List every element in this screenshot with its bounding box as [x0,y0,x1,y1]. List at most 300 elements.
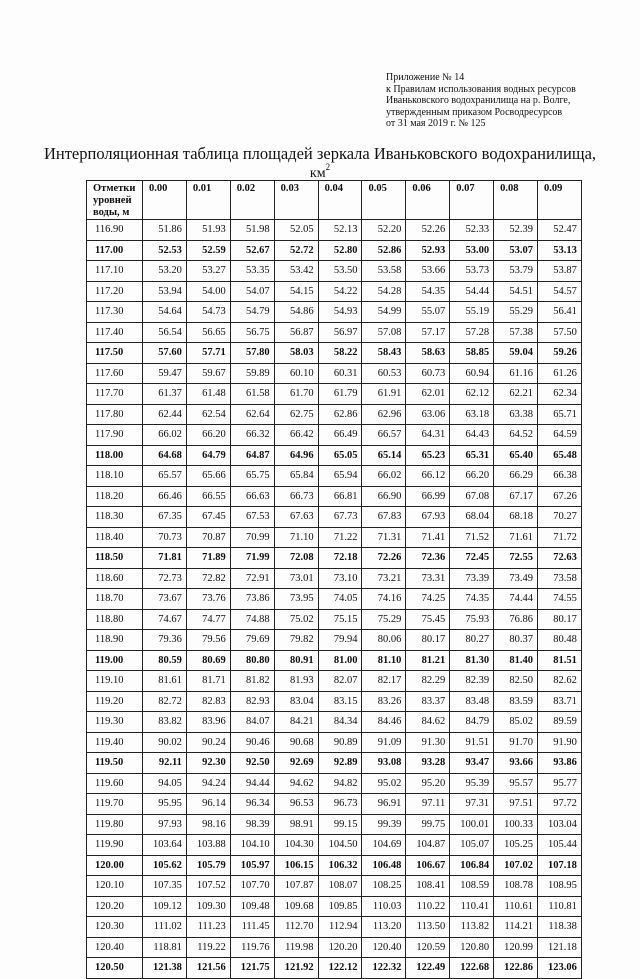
area-cell: 83.37 [406,691,450,712]
area-cell: 66.73 [274,486,318,507]
area-cell: 94.82 [318,773,362,794]
area-cell: 105.97 [230,855,274,876]
area-table [86,180,582,979]
area-cell: 51.86 [143,220,187,241]
area-cell: 67.08 [450,486,494,507]
level-cell: 118.90 [87,630,143,651]
area-cell: 65.48 [538,445,582,466]
area-cell: 64.68 [143,445,187,466]
area-cell: 58.03 [274,343,318,364]
area-cell: 62.44 [143,404,187,425]
area-cell: 54.86 [274,302,318,323]
table-row [87,671,582,692]
area-cell: 110.03 [362,896,406,917]
area-cell: 53.94 [143,281,187,302]
area-cell: 80.48 [538,630,582,651]
area-cell: 66.12 [406,466,450,487]
area-cell: 97.72 [538,794,582,815]
area-cell: 67.73 [318,507,362,528]
area-cell: 66.55 [186,486,230,507]
area-cell: 65.57 [143,466,187,487]
area-cell: 104.30 [274,835,318,856]
area-cell: 99.75 [406,814,450,835]
area-cell: 52.67 [230,240,274,261]
area-cell: 106.84 [450,855,494,876]
header-col: 0.05 [362,181,406,220]
area-cell: 56.41 [538,302,582,323]
area-cell: 59.67 [186,363,230,384]
area-cell: 120.20 [318,937,362,958]
header-col: 0.03 [274,181,318,220]
area-cell: 72.18 [318,548,362,569]
area-cell: 54.44 [450,281,494,302]
level-cell: 118.80 [87,609,143,630]
table-row [87,527,582,548]
area-cell: 63.06 [406,404,450,425]
area-cell: 55.07 [406,302,450,323]
area-cell: 61.37 [143,384,187,405]
area-cell: 96.53 [274,794,318,815]
area-cell: 53.35 [230,261,274,282]
table-row [87,814,582,835]
area-cell: 57.17 [406,322,450,343]
area-cell: 66.46 [143,486,187,507]
area-cell: 64.43 [450,425,494,446]
area-cell: 105.79 [186,855,230,876]
area-cell: 98.91 [274,814,318,835]
area-cell: 83.15 [318,691,362,712]
table-row [87,589,582,610]
table-row [87,240,582,261]
level-cell: 118.00 [87,445,143,466]
area-cell: 73.21 [362,568,406,589]
table-row [87,753,582,774]
area-cell: 58.43 [362,343,406,364]
area-cell: 96.34 [230,794,274,815]
area-cell: 54.00 [186,281,230,302]
level-cell: 119.00 [87,650,143,671]
area-cell: 65.66 [186,466,230,487]
appendix-line: Иваньковского водохранилища на р. Волге, [386,95,571,107]
area-cell: 81.10 [362,650,406,671]
area-cell: 79.56 [186,630,230,651]
area-cell: 122.32 [362,958,406,979]
area-cell: 95.39 [450,773,494,794]
area-cell: 61.48 [186,384,230,405]
area-cell: 122.86 [494,958,538,979]
table-row [87,384,582,405]
area-cell: 108.59 [450,876,494,897]
area-cell: 53.50 [318,261,362,282]
level-cell: 117.60 [87,363,143,384]
header-col: 0.00 [143,181,187,220]
area-cell: 60.53 [362,363,406,384]
area-cell: 95.77 [538,773,582,794]
area-cell: 82.07 [318,671,362,692]
area-cell: 53.73 [450,261,494,282]
area-cell: 53.87 [538,261,582,282]
area-cell: 75.29 [362,609,406,630]
title-unit [0,162,640,182]
area-cell: 123.06 [538,958,582,979]
area-cell: 52.72 [274,240,318,261]
area-cell: 81.82 [230,671,274,692]
area-cell: 110.22 [406,896,450,917]
table-row [87,794,582,815]
header-level-line: уровней [93,195,132,206]
area-cell: 73.86 [230,589,274,610]
table-row [87,650,582,671]
area-cell: 72.91 [230,568,274,589]
area-cell: 71.31 [362,527,406,548]
area-cell: 54.07 [230,281,274,302]
header-col: 0.07 [450,181,494,220]
area-cell: 71.99 [230,548,274,569]
table-row [87,507,582,528]
header-level-line: воды, м [93,207,130,218]
area-cell: 52.13 [318,220,362,241]
table-row [87,568,582,589]
level-cell: 118.40 [87,527,143,548]
area-cell: 103.64 [143,835,187,856]
area-cell: 65.94 [318,466,362,487]
area-cell: 81.93 [274,671,318,692]
level-cell: 117.80 [87,404,143,425]
area-cell: 90.89 [318,732,362,753]
area-cell: 95.20 [406,773,450,794]
table-row [87,486,582,507]
appendix-line: от 31 мая 2019 г. № 125 [386,118,486,130]
area-cell: 66.63 [230,486,274,507]
area-cell: 75.93 [450,609,494,630]
area-cell: 112.94 [318,917,362,938]
area-cell: 75.15 [318,609,362,630]
area-cell: 58.85 [450,343,494,364]
area-cell: 103.88 [186,835,230,856]
area-cell: 84.34 [318,712,362,733]
area-cell: 51.98 [230,220,274,241]
area-cell: 81.51 [538,650,582,671]
area-cell: 58.22 [318,343,362,364]
area-cell: 106.67 [406,855,450,876]
table-row [87,917,582,938]
area-cell: 96.73 [318,794,362,815]
level-cell: 117.20 [87,281,143,302]
level-cell: 120.40 [87,937,143,958]
area-cell: 111.02 [143,917,187,938]
area-cell: 120.59 [406,937,450,958]
area-cell: 74.16 [362,589,406,610]
area-cell: 52.33 [450,220,494,241]
area-cell: 81.71 [186,671,230,692]
area-cell: 62.75 [274,404,318,425]
area-cell: 57.60 [143,343,187,364]
level-cell: 117.40 [87,322,143,343]
area-cell: 80.37 [494,630,538,651]
area-cell: 94.44 [230,773,274,794]
area-cell: 72.73 [143,568,187,589]
area-cell: 54.35 [406,281,450,302]
area-cell: 54.64 [143,302,187,323]
area-cell: 111.45 [230,917,274,938]
area-cell: 118.38 [538,917,582,938]
area-cell: 73.76 [186,589,230,610]
area-cell: 96.91 [362,794,406,815]
area-cell: 83.59 [494,691,538,712]
area-cell: 66.20 [186,425,230,446]
area-cell: 53.20 [143,261,187,282]
level-cell: 119.20 [87,691,143,712]
area-cell: 105.07 [450,835,494,856]
area-cell: 70.73 [143,527,187,548]
area-cell: 65.75 [230,466,274,487]
table-row [87,220,582,241]
area-cell: 52.53 [143,240,187,261]
area-cell: 72.55 [494,548,538,569]
header-col: 0.01 [186,181,230,220]
area-cell: 90.46 [230,732,274,753]
area-cell: 66.81 [318,486,362,507]
area-cell: 65.40 [494,445,538,466]
area-cell: 62.34 [538,384,582,405]
area-cell: 84.07 [230,712,274,733]
area-cell: 80.91 [274,650,318,671]
area-cell: 79.36 [143,630,187,651]
area-cell: 91.09 [362,732,406,753]
area-cell: 81.00 [318,650,362,671]
area-cell: 82.39 [450,671,494,692]
area-cell: 79.69 [230,630,274,651]
header-level-line: Отметки [93,183,136,194]
area-cell: 64.31 [406,425,450,446]
area-cell: 119.76 [230,937,274,958]
area-cell: 92.69 [274,753,318,774]
table-row [87,281,582,302]
area-cell: 107.87 [274,876,318,897]
area-cell: 63.18 [450,404,494,425]
area-cell: 54.22 [318,281,362,302]
area-cell: 113.20 [362,917,406,938]
table-row [87,937,582,958]
area-cell: 92.11 [143,753,187,774]
area-cell: 56.97 [318,322,362,343]
area-cell: 54.51 [494,281,538,302]
level-cell: 117.90 [87,425,143,446]
table-row [87,712,582,733]
area-cell: 107.02 [494,855,538,876]
table-row [87,261,582,282]
area-cell: 65.71 [538,404,582,425]
area-cell: 52.47 [538,220,582,241]
area-cell: 80.17 [538,609,582,630]
table-row [87,609,582,630]
area-cell: 54.99 [362,302,406,323]
area-cell: 57.28 [450,322,494,343]
level-cell: 120.30 [87,917,143,938]
level-cell: 118.50 [87,548,143,569]
area-cell: 71.10 [274,527,318,548]
area-cell: 54.93 [318,302,362,323]
area-cell: 114.21 [494,917,538,938]
area-cell: 73.67 [143,589,187,610]
area-cell: 53.66 [406,261,450,282]
area-cell: 109.30 [186,896,230,917]
area-cell: 59.89 [230,363,274,384]
area-cell: 90.68 [274,732,318,753]
area-cell: 60.10 [274,363,318,384]
area-cell: 83.04 [274,691,318,712]
area-cell: 68.18 [494,507,538,528]
level-cell: 118.30 [87,507,143,528]
area-cell: 107.18 [538,855,582,876]
area-cell: 73.10 [318,568,362,589]
area-cell: 98.39 [230,814,274,835]
level-cell: 120.50 [87,958,143,979]
area-cell: 65.05 [318,445,362,466]
area-cell: 53.27 [186,261,230,282]
level-cell: 119.70 [87,794,143,815]
area-cell: 110.81 [538,896,582,917]
table-row [87,404,582,425]
header-col: 0.02 [230,181,274,220]
area-cell: 65.14 [362,445,406,466]
area-cell: 59.47 [143,363,187,384]
area-cell: 94.24 [186,773,230,794]
area-cell: 62.86 [318,404,362,425]
area-cell: 73.49 [494,568,538,589]
table-row [87,835,582,856]
area-cell: 120.40 [362,937,406,958]
area-cell: 66.29 [494,466,538,487]
area-cell: 64.79 [186,445,230,466]
area-cell: 106.32 [318,855,362,876]
level-cell: 117.70 [87,384,143,405]
header-col: 0.06 [406,181,450,220]
area-cell: 61.79 [318,384,362,405]
area-cell: 53.42 [274,261,318,282]
area-cell: 61.70 [274,384,318,405]
area-cell: 118.81 [143,937,187,958]
area-cell: 91.30 [406,732,450,753]
level-cell: 117.50 [87,343,143,364]
area-cell: 99.39 [362,814,406,835]
area-cell: 93.47 [450,753,494,774]
area-cell: 72.08 [274,548,318,569]
area-cell: 61.58 [230,384,274,405]
area-cell: 71.52 [450,527,494,548]
area-cell: 74.25 [406,589,450,610]
area-cell: 64.59 [538,425,582,446]
area-cell: 107.70 [230,876,274,897]
area-cell: 62.21 [494,384,538,405]
area-cell: 82.62 [538,671,582,692]
appendix-note [386,72,576,130]
area-cell: 121.18 [538,937,582,958]
area-cell: 80.17 [406,630,450,651]
area-cell: 67.35 [143,507,187,528]
area-cell: 51.93 [186,220,230,241]
area-cell: 104.87 [406,835,450,856]
area-cell: 79.82 [274,630,318,651]
area-cell: 80.80 [230,650,274,671]
area-cell: 72.63 [538,548,582,569]
table-row [87,322,582,343]
header-level [87,181,143,220]
area-cell: 83.82 [143,712,187,733]
area-cell: 113.82 [450,917,494,938]
area-cell: 53.79 [494,261,538,282]
area-cell: 53.58 [362,261,406,282]
area-cell: 70.27 [538,507,582,528]
level-cell: 117.10 [87,261,143,282]
area-cell: 71.61 [494,527,538,548]
area-cell: 73.39 [450,568,494,589]
area-cell: 81.21 [406,650,450,671]
area-cell: 80.69 [186,650,230,671]
area-cell: 59.04 [494,343,538,364]
area-cell: 121.92 [274,958,318,979]
area-cell: 66.38 [538,466,582,487]
area-cell: 73.58 [538,568,582,589]
area-cell: 57.38 [494,322,538,343]
area-cell: 94.05 [143,773,187,794]
area-cell: 93.86 [538,753,582,774]
table-row [87,958,582,979]
area-cell: 61.91 [362,384,406,405]
level-cell: 120.20 [87,896,143,917]
area-cell: 62.12 [450,384,494,405]
area-cell: 60.31 [318,363,362,384]
area-cell: 111.23 [186,917,230,938]
area-cell: 90.02 [143,732,187,753]
table-row [87,445,582,466]
area-cell: 107.52 [186,876,230,897]
area-cell: 120.99 [494,937,538,958]
table-row [87,363,582,384]
area-cell: 52.86 [362,240,406,261]
area-cell: 52.93 [406,240,450,261]
area-cell: 66.57 [362,425,406,446]
area-cell: 122.12 [318,958,362,979]
level-cell: 119.40 [87,732,143,753]
area-cell: 121.75 [230,958,274,979]
area-cell: 108.95 [538,876,582,897]
page-title: Интерполяционная таблица площадей зеркала Иваньковского водохранилища, [43,144,597,163]
area-cell: 52.05 [274,220,318,241]
header-col: 0.04 [318,181,362,220]
table-row [87,302,582,323]
table-row [87,425,582,446]
appendix-line: утвержденным приказом Росводресурсов [386,106,563,118]
header-col: 0.09 [538,181,582,220]
level-cell: 120.00 [87,855,143,876]
area-cell: 66.42 [274,425,318,446]
level-cell: 120.10 [87,876,143,897]
header-col: 0.08 [494,181,538,220]
area-cell: 53.00 [450,240,494,261]
area-cell: 122.49 [406,958,450,979]
level-cell: 119.60 [87,773,143,794]
area-cell: 66.90 [362,486,406,507]
area-cell: 74.44 [494,589,538,610]
area-cell: 91.90 [538,732,582,753]
table-header-row [87,181,582,220]
area-cell: 67.83 [362,507,406,528]
area-cell: 100.33 [494,814,538,835]
area-cell: 100.01 [450,814,494,835]
area-cell: 105.62 [143,855,187,876]
area-cell: 73.31 [406,568,450,589]
